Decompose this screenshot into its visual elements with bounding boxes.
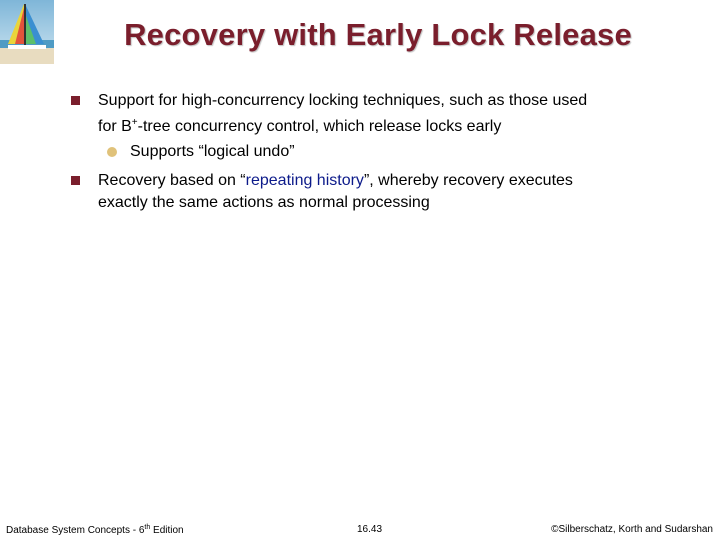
- sub-bullet: Supports “logical undo”: [130, 143, 295, 160]
- bullet-dot-icon: [107, 147, 117, 157]
- bullet-1-line-1: Support for high-concurrency locking techniques, such as those used: [98, 92, 588, 109]
- bullet-2-line-1: Recovery based on “repeating history”, whereby recovery executes: [98, 172, 573, 189]
- bullet-2-line-2: exactly the same actions as normal processing: [98, 194, 430, 211]
- slide-title: Recovery with Early Lock Release: [124, 17, 632, 52]
- footer-left: Database System Concepts - 6th Edition: [6, 524, 184, 536]
- footer-page-number: 16.43: [357, 524, 383, 535]
- highlight-text: repeating history: [245, 172, 364, 189]
- footer-right: ©Silberschatz, Korth and Sudarshan: [551, 524, 713, 535]
- bullet-square-icon: [71, 96, 80, 105]
- bullet-1-line-2: for B+-tree concurrency control, which release locks early: [98, 117, 502, 135]
- bullet-square-icon: [71, 176, 80, 185]
